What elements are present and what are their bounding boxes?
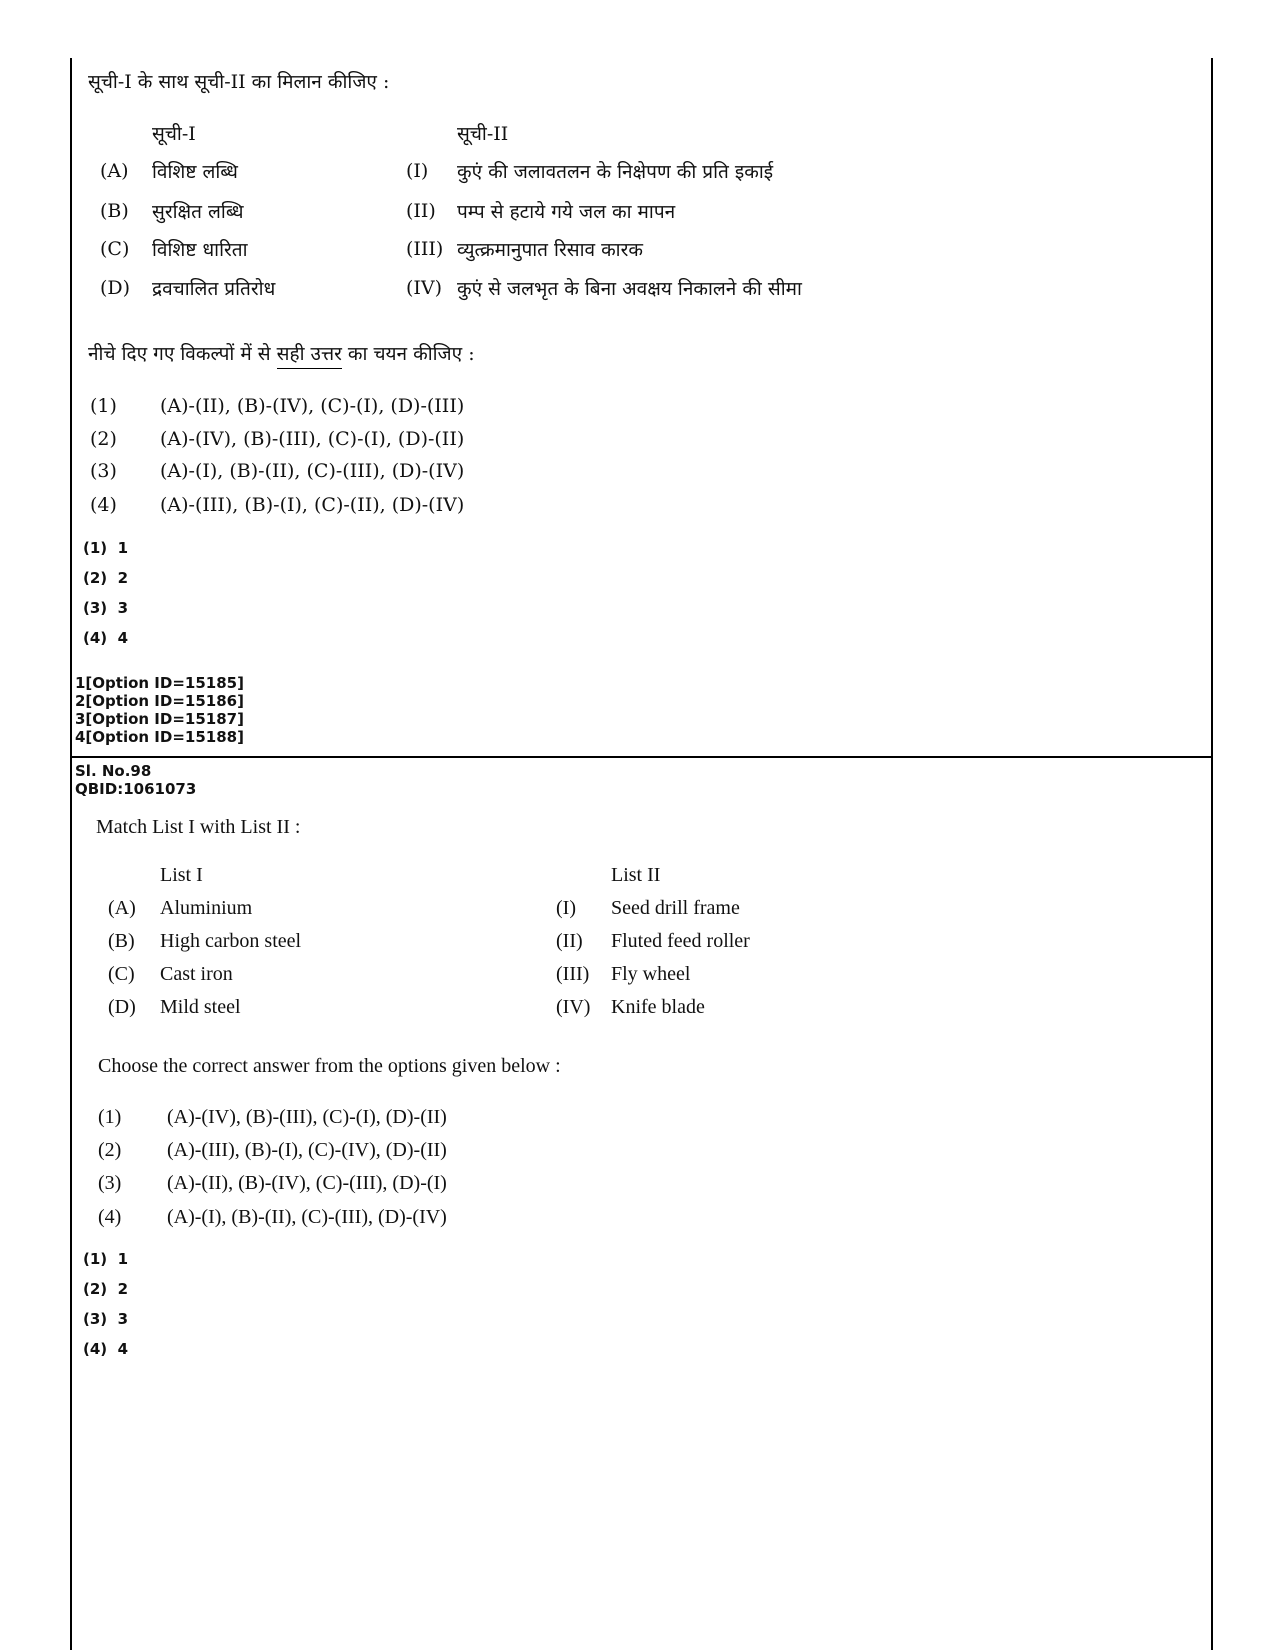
hindi-option-number: (2) [90, 428, 117, 450]
hindi-option-number: (4) [90, 494, 117, 516]
english-option-text: (A)-(IV), (B)-(III), (C)-(I), (D)-(II) [167, 1106, 447, 1128]
option-id: 2[Option ID=15186] [75, 692, 244, 710]
hindi-option-number: (1) [90, 395, 117, 417]
english-option-text: (A)-(I), (B)-(II), (C)-(III), (D)-(IV) [167, 1206, 447, 1228]
serial-number: Sl. No.98 [75, 762, 152, 780]
english-option-number: (1) [98, 1106, 122, 1128]
hindi-list1-item: सुरक्षित लब्धि [152, 201, 244, 223]
hindi-list1-label: (A) [100, 160, 129, 182]
hindi-list1-header: सूची-I [152, 123, 196, 145]
english-answer-choice[interactable]: (4) 4 [83, 1340, 129, 1358]
hindi-list1-label: (C) [100, 238, 130, 260]
hindi-list2-item: कुएं की जलावतलन के निक्षेपण की प्रति इकाई [457, 161, 774, 183]
english-list2-header: List II [611, 864, 661, 886]
hindi-choose-instruction: नीचे दिए गए विकल्पों में से सही उत्तर का चयन कीजिए : [88, 340, 475, 366]
hindi-option-text: (A)-(II), (B)-(IV), (C)-(I), (D)-(III) [160, 395, 465, 417]
english-list1-item: Aluminium [160, 897, 253, 919]
hindi-answer-choice[interactable]: (4) 4 [83, 629, 129, 647]
hindi-option-text: (A)-(I), (B)-(II), (C)-(III), (D)-(IV) [160, 460, 465, 482]
hindi-list2-label: (II) [406, 200, 436, 222]
hindi-list1-label: (D) [100, 277, 131, 299]
hindi-list2-label: (III) [406, 238, 444, 260]
english-list1-label: (D) [108, 996, 136, 1018]
english-list2-label: (II) [556, 930, 583, 952]
english-list2-label: (I) [556, 897, 576, 919]
english-option-text: (A)-(III), (B)-(I), (C)-(IV), (D)-(II) [167, 1139, 447, 1161]
english-list2-item: Knife blade [611, 996, 705, 1018]
hindi-prompt: सूची-I के साथ सूची-II का मिलान कीजिए : [88, 71, 390, 93]
hindi-list2-label: (IV) [406, 277, 443, 299]
hindi-list1-item: विशिष्ट लब्धि [152, 161, 238, 183]
page-border-left [70, 58, 72, 1650]
english-list2-item: Fly wheel [611, 963, 691, 985]
hindi-list2-item: पम्प से हटाये गये जल का मापन [457, 201, 676, 223]
english-option-number: (4) [98, 1206, 122, 1228]
english-option-text: (A)-(II), (B)-(IV), (C)-(III), (D)-(I) [167, 1172, 447, 1194]
hindi-list2-label: (I) [406, 160, 429, 182]
english-answer-choice[interactable]: (1) 1 [83, 1250, 129, 1268]
option-id: 4[Option ID=15188] [75, 728, 244, 746]
hindi-option-number: (3) [90, 460, 117, 482]
english-list1-label: (C) [108, 963, 135, 985]
english-list2-item: Fluted feed roller [611, 930, 750, 952]
english-list1-item: Mild steel [160, 996, 241, 1018]
hindi-list1-item: विशिष्ट धारिता [152, 239, 248, 261]
english-list2-label: (III) [556, 963, 590, 985]
option-id: 3[Option ID=15187] [75, 710, 244, 728]
hindi-list1-label: (B) [100, 200, 129, 222]
hindi-answer-choice[interactable]: (3) 3 [83, 599, 129, 617]
english-choose-instruction: Choose the correct answer from the options given below : [98, 1055, 561, 1077]
english-option-number: (2) [98, 1139, 122, 1161]
hindi-option-text: (A)-(III), (B)-(I), (C)-(II), (D)-(IV) [160, 494, 465, 516]
english-option-number: (3) [98, 1172, 122, 1194]
english-list1-label: (B) [108, 930, 135, 952]
hindi-answer-choice[interactable]: (2) 2 [83, 569, 129, 587]
hindi-answer-choice[interactable]: (1) 1 [83, 539, 129, 557]
english-list2-label: (IV) [556, 996, 591, 1018]
qbid: QBID:1061073 [75, 780, 197, 798]
english-list2-item: Seed drill frame [611, 897, 740, 919]
english-prompt: Match List I with List II : [96, 816, 301, 838]
english-list1-item: High carbon steel [160, 930, 302, 952]
page-border-right [1211, 58, 1213, 1650]
hindi-option-text: (A)-(IV), (B)-(III), (C)-(I), (D)-(II) [160, 428, 465, 450]
hindi-list2-item: कुएं से जलभृत के बिना अवक्षय निकालने की सीमा [457, 278, 802, 300]
hindi-list2-header: सूची-II [457, 123, 509, 145]
option-id: 1[Option ID=15185] [75, 674, 244, 692]
hindi-list1-item: द्रवचालित प्रतिरोध [152, 278, 276, 300]
english-list1-label: (A) [108, 897, 136, 919]
english-answer-choice[interactable]: (2) 2 [83, 1280, 129, 1298]
english-list1-item: Cast iron [160, 963, 233, 985]
question-divider [70, 756, 1213, 758]
hindi-choose-underlined: सही उत्तर [277, 343, 342, 369]
english-list1-header: List I [160, 864, 203, 886]
hindi-list2-item: व्युत्क्रमानुपात रिसाव कारक [457, 239, 643, 261]
english-answer-choice[interactable]: (3) 3 [83, 1310, 129, 1328]
